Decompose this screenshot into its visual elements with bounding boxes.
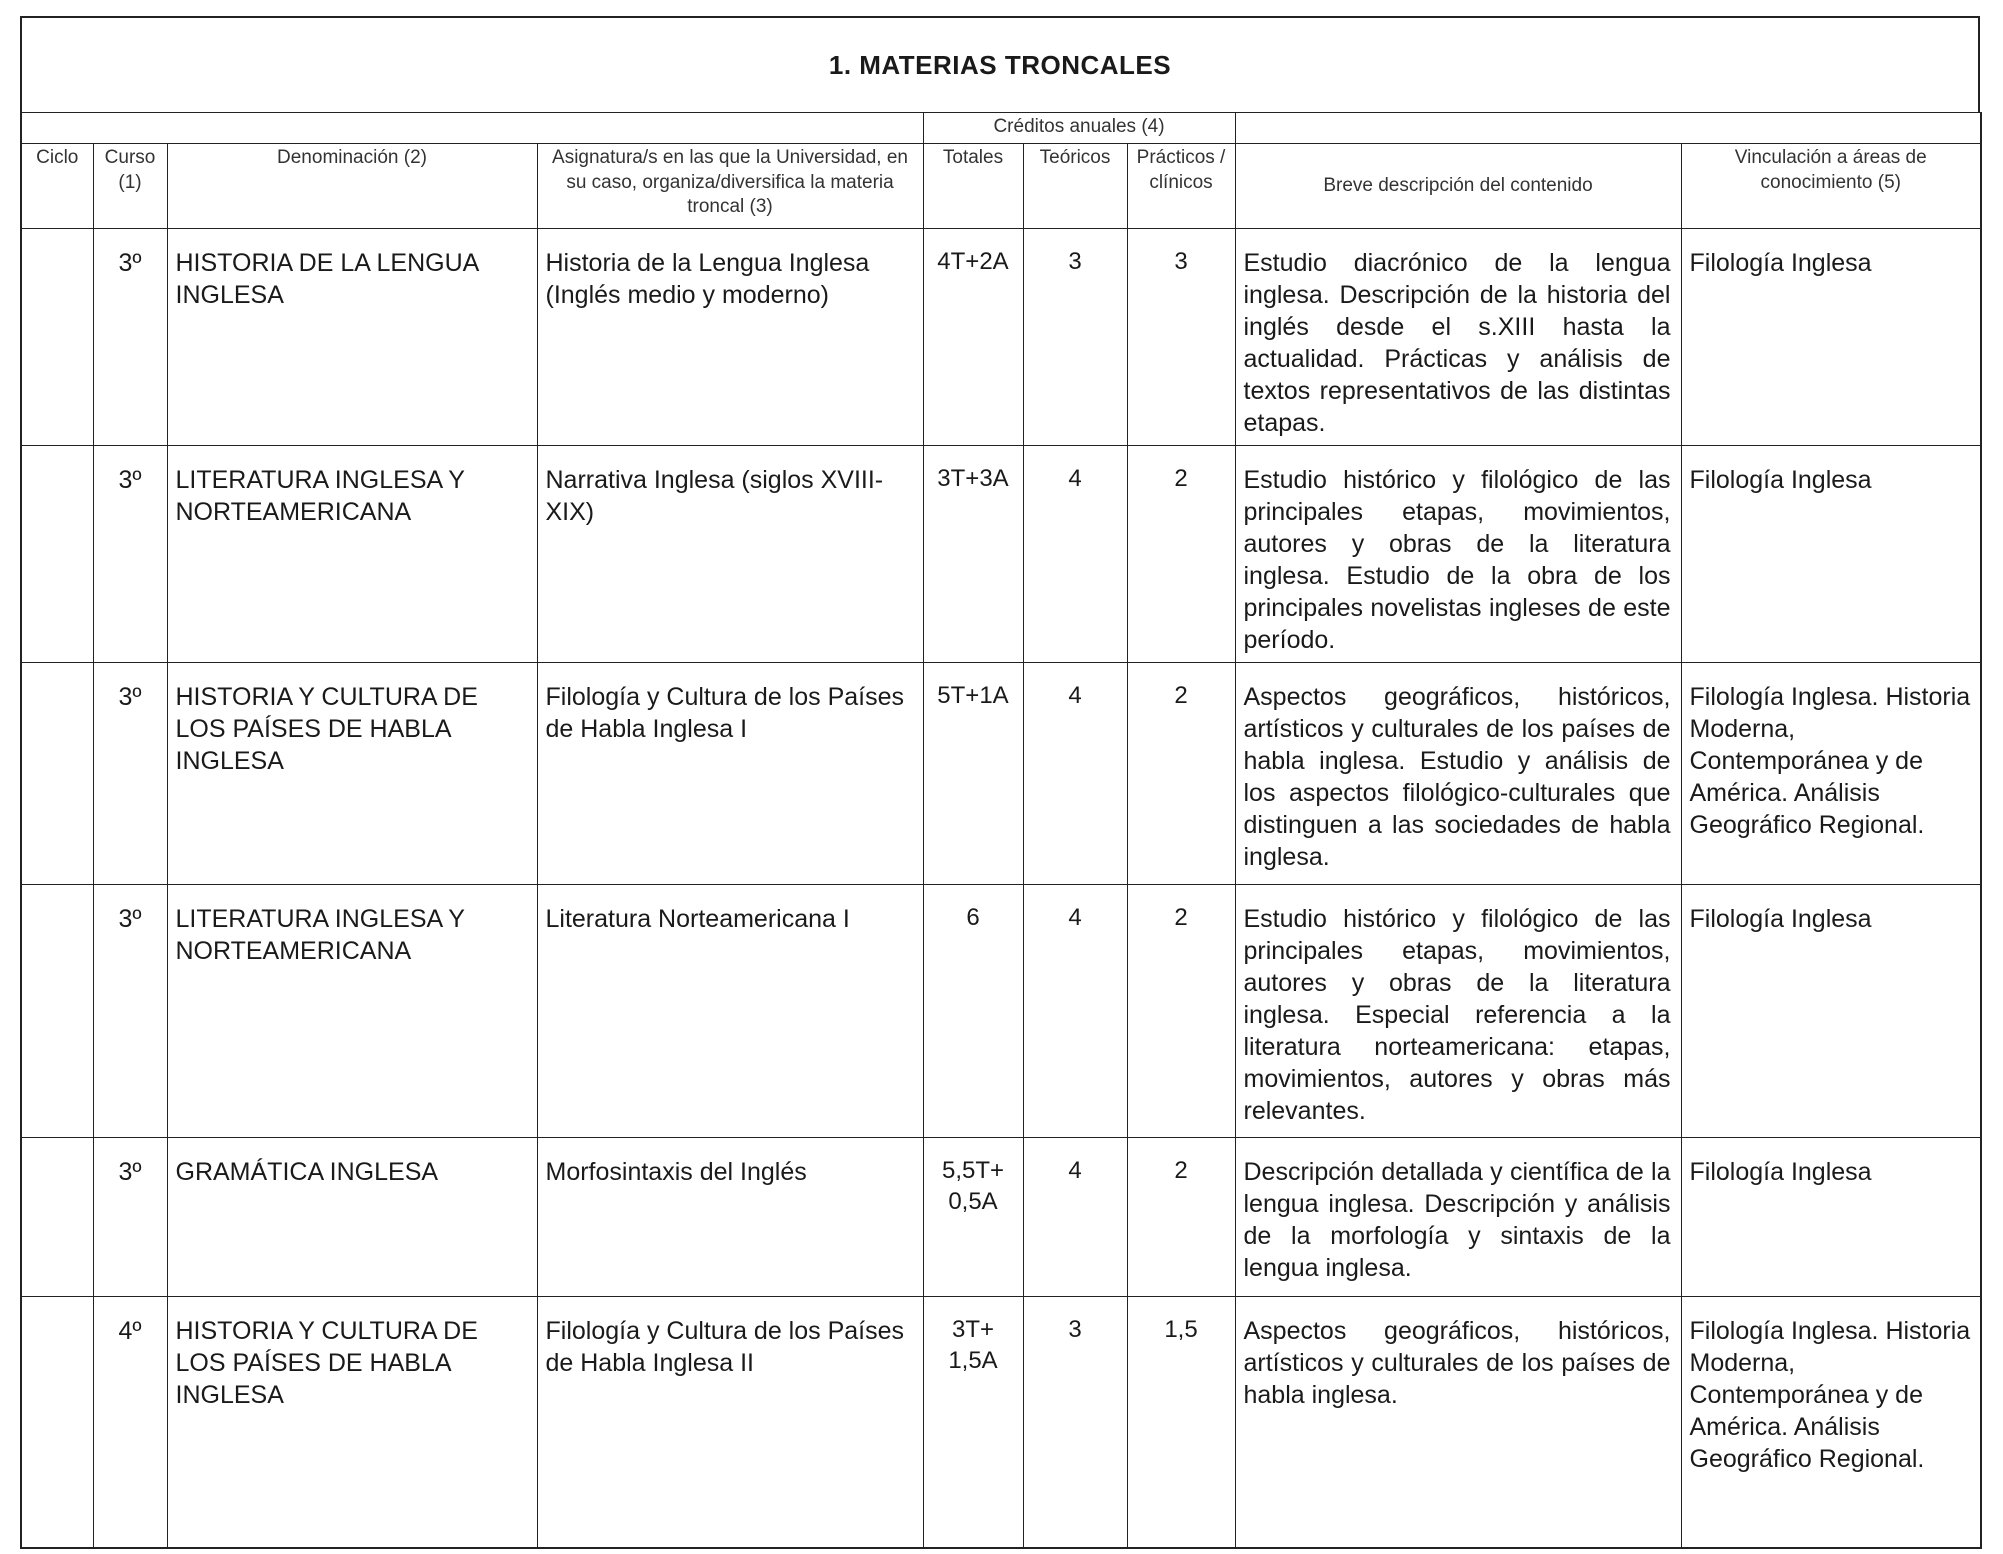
cell-asignatura: Filología y Cultura de los Países de Habla Inglesa I (537, 663, 923, 885)
header-curso: Curso (1) (93, 144, 167, 229)
cell-ciclo (21, 1138, 93, 1297)
cell-vinculacion: Filología Inglesa. Historia Moderna, Contemporánea y de América. Análisis Geográfico Regional. (1681, 663, 1981, 885)
cell-curso: 3º (93, 446, 167, 663)
cell-asignatura: Narrativa Inglesa (siglos XVIII-XIX) (537, 446, 923, 663)
cell-asignatura: Historia de la Lengua Inglesa (Inglés medio y moderno) (537, 229, 923, 446)
cell-totales: 3T+ 1,5A (923, 1297, 1023, 1549)
cell-totales: 3T+3A (923, 446, 1023, 663)
cell-denominacion: LITERATURA INGLESA Y NORTEAMERICANA (167, 446, 537, 663)
cell-vinculacion: Filología Inglesa (1681, 885, 1981, 1138)
cell-totales: 4T+2A (923, 229, 1023, 446)
creditos-group-header: Créditos anuales (4) (923, 113, 1235, 144)
cell-vinculacion: Filología Inglesa (1681, 446, 1981, 663)
table-row (21, 446, 1981, 663)
cell-asignatura: Literatura Norteamericana I (537, 885, 923, 1138)
cell-descripcion: Estudio histórico y filológico de las principales etapas, movimientos, autores y obras de la literatura inglesa. Estudio de la obra de los principales novelistas ingleses de este período. (1235, 446, 1681, 663)
cell-denominacion: HISTORIA Y CULTURA DE LOS PAÍSES DE HABLA INGLESA (167, 663, 537, 885)
cell-denominacion: LITERATURA INGLESA Y NORTEAMERICANA (167, 885, 537, 1138)
cell-curso: 3º (93, 1138, 167, 1297)
cell-vinculacion: Filología Inglesa. Historia Moderna, Contemporánea y de América. Análisis Geográfico Regional. (1681, 1297, 1981, 1549)
column-header-row (21, 144, 1981, 229)
header-practicos: Prácticos / clínicos (1127, 144, 1235, 229)
header-vinculacion: Vinculación a áreas de conocimiento (5) (1681, 144, 1981, 229)
cell-ciclo (21, 229, 93, 446)
header-ciclo: Ciclo (21, 144, 93, 229)
cell-practicos: 2 (1127, 1138, 1235, 1297)
header-asignatura: Asignatura/s en las que la Universidad, en su caso, organiza/diversifica la materia troncal (3) (537, 144, 923, 229)
cell-teoricos: 4 (1023, 663, 1127, 885)
cell-curso: 3º (93, 663, 167, 885)
cell-descripcion: Estudio diacrónico de la lengua inglesa. Descripción de la historia del inglés desde el s.XIII hasta la actualidad. Prácticas y análisis de textos representativos de las distintas etapas. (1235, 229, 1681, 446)
cell-curso: 3º (93, 885, 167, 1138)
cell-teoricos: 3 (1023, 229, 1127, 446)
table-row (21, 663, 1981, 885)
table-row (21, 1138, 1981, 1297)
cell-practicos: 3 (1127, 229, 1235, 446)
cell-ciclo (21, 446, 93, 663)
cell-ciclo (21, 663, 93, 885)
cell-denominacion: HISTORIA DE LA LENGUA INGLESA (167, 229, 537, 446)
cell-totales: 5,5T+ 0,5A (923, 1138, 1023, 1297)
header-denominacion: Denominación (2) (167, 144, 537, 229)
cell-vinculacion: Filología Inglesa (1681, 1138, 1981, 1297)
cell-denominacion: GRAMÁTICA INGLESA (167, 1138, 537, 1297)
cell-asignatura: Morfosintaxis del Inglés (537, 1138, 923, 1297)
cell-descripcion: Aspectos geográficos, históricos, artísticos y culturales de los países de habla inglesa. (1235, 1297, 1681, 1549)
cell-vinculacion: Filología Inglesa (1681, 229, 1981, 446)
cell-teoricos: 4 (1023, 446, 1127, 663)
page-title: 1. MATERIAS TRONCALES (828, 49, 1172, 80)
cell-ciclo (21, 885, 93, 1138)
cell-totales: 5T+1A (923, 663, 1023, 885)
header-descripcion: Breve descripción del contenido (1235, 144, 1681, 229)
title-box (20, 16, 1980, 112)
cell-teoricos: 3 (1023, 1297, 1127, 1549)
cell-totales: 6 (923, 885, 1023, 1138)
cell-descripcion: Descripción detallada y científica de la lengua inglesa. Descripción y análisis de la morfología y sintaxis de la lengua inglesa. (1235, 1138, 1681, 1297)
cell-teoricos: 4 (1023, 885, 1127, 1138)
cell-descripcion: Estudio histórico y filológico de las principales etapas, movimientos, autores y obras de la literatura inglesa. Especial referencia a la literatura norteamericana: etapas, movimientos, autores y obras más relevantes. (1235, 885, 1681, 1138)
document-sheet (20, 16, 1982, 1552)
table-row (21, 1297, 1981, 1549)
empty-header-left (21, 113, 923, 144)
table-row (21, 885, 1981, 1138)
header-totales: Totales (923, 144, 1023, 229)
cell-ciclo (21, 1297, 93, 1549)
cell-denominacion: HISTORIA Y CULTURA DE LOS PAÍSES DE HABLA INGLESA (167, 1297, 537, 1549)
cell-descripcion: Aspectos geográficos, históricos, artísticos y culturales de los países de habla inglesa. Estudio y análisis de los aspectos filológico-culturales que distinguen a las sociedades de habla inglesa. (1235, 663, 1681, 885)
cell-asignatura: Filología y Cultura de los Países de Habla Inglesa II (537, 1297, 923, 1549)
cell-practicos: 2 (1127, 663, 1235, 885)
credits-header-row (21, 113, 1981, 144)
cell-practicos: 2 (1127, 885, 1235, 1138)
empty-header-right (1235, 113, 1981, 144)
cell-practicos: 2 (1127, 446, 1235, 663)
cell-teoricos: 4 (1023, 1138, 1127, 1297)
cell-curso: 3º (93, 229, 167, 446)
materias-table (20, 112, 1982, 1549)
header-teoricos: Teóricos (1023, 144, 1127, 229)
cell-practicos: 1,5 (1127, 1297, 1235, 1549)
table-row (21, 229, 1981, 446)
cell-curso: 4º (93, 1297, 167, 1549)
